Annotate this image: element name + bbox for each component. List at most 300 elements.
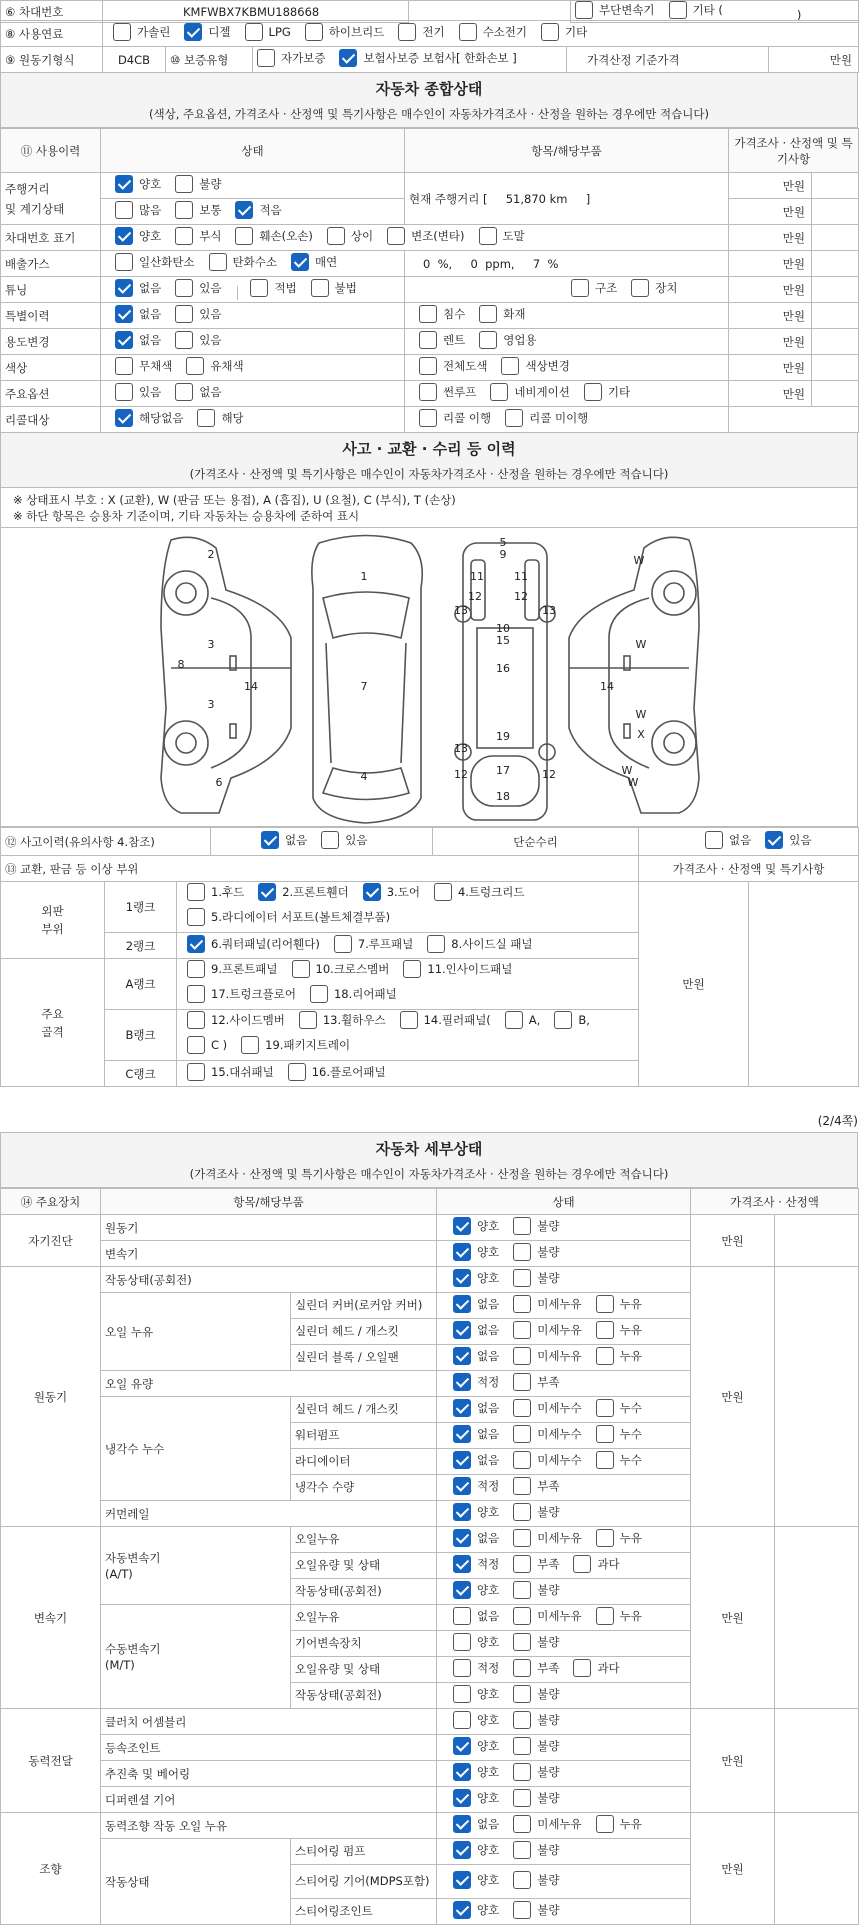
checkbox[interactable]: [505, 1011, 523, 1029]
checkbox[interactable]: [453, 1711, 471, 1729]
option[interactable]: [453, 1815, 499, 1833]
option[interactable]: [596, 1607, 642, 1625]
option[interactable]: [187, 882, 244, 902]
option[interactable]: [513, 1871, 559, 1889]
option[interactable]: [115, 409, 183, 427]
checkbox[interactable]: [115, 279, 133, 297]
option[interactable]: [453, 1529, 499, 1547]
option[interactable]: [554, 1010, 590, 1030]
checkbox[interactable]: [596, 1347, 614, 1365]
option[interactable]: [419, 331, 465, 349]
option[interactable]: [490, 383, 570, 401]
checkbox[interactable]: [554, 1011, 572, 1029]
checkbox[interactable]: [113, 23, 131, 41]
checkbox[interactable]: [187, 1063, 205, 1081]
option[interactable]: [453, 1581, 499, 1599]
checkbox[interactable]: [573, 1555, 591, 1573]
checkbox[interactable]: [311, 279, 329, 297]
option[interactable]: [453, 1789, 499, 1807]
checkbox[interactable]: [292, 960, 310, 978]
option[interactable]: [596, 1321, 642, 1339]
checkbox[interactable]: [479, 227, 497, 245]
option[interactable]: [175, 383, 221, 401]
checkbox[interactable]: [513, 1295, 531, 1313]
option[interactable]: [115, 305, 161, 323]
checkbox[interactable]: [403, 960, 421, 978]
checkbox[interactable]: [541, 23, 559, 41]
checkbox[interactable]: [115, 227, 133, 245]
option[interactable]: [387, 227, 464, 245]
checkbox[interactable]: [596, 1425, 614, 1443]
option[interactable]: [261, 831, 307, 849]
option[interactable]: [513, 1607, 581, 1625]
option[interactable]: [596, 1815, 642, 1833]
option-label: 불량: [537, 1245, 560, 1259]
checkbox[interactable]: [513, 1901, 531, 1919]
checkbox[interactable]: [453, 1477, 471, 1495]
option[interactable]: [453, 1477, 499, 1495]
option[interactable]: [175, 305, 221, 323]
option[interactable]: [334, 935, 413, 953]
checkbox[interactable]: [513, 1217, 531, 1235]
checkbox[interactable]: [115, 331, 133, 349]
checkbox[interactable]: [434, 883, 452, 901]
option[interactable]: [434, 882, 525, 902]
option[interactable]: [115, 175, 161, 193]
checkbox[interactable]: [513, 1243, 531, 1261]
checkbox[interactable]: [288, 1063, 306, 1081]
option[interactable]: [596, 1425, 642, 1443]
option[interactable]: [513, 1763, 559, 1781]
checkbox[interactable]: [505, 409, 523, 427]
checkbox[interactable]: [363, 883, 381, 901]
checkbox[interactable]: [453, 1581, 471, 1599]
checkbox[interactable]: [453, 1347, 471, 1365]
option[interactable]: [513, 1399, 581, 1417]
option[interactable]: [403, 959, 512, 979]
option[interactable]: [453, 1269, 499, 1287]
option[interactable]: [187, 984, 296, 1004]
checkbox[interactable]: [245, 23, 263, 41]
option[interactable]: [513, 1503, 559, 1521]
option[interactable]: [596, 1347, 642, 1365]
option[interactable]: [453, 1871, 499, 1889]
checkbox[interactable]: [115, 383, 133, 401]
checkbox[interactable]: [115, 201, 133, 219]
option[interactable]: [501, 357, 569, 375]
checkbox[interactable]: [115, 175, 133, 193]
option[interactable]: [596, 1451, 642, 1469]
checkbox[interactable]: [513, 1425, 531, 1443]
checkbox[interactable]: [453, 1295, 471, 1313]
checkbox[interactable]: [187, 960, 205, 978]
option[interactable]: [187, 907, 390, 927]
diagram-label: 12: [468, 590, 482, 603]
option[interactable]: [513, 1685, 559, 1703]
option[interactable]: [115, 331, 161, 349]
checkbox[interactable]: [453, 1425, 471, 1443]
checkbox[interactable]: [187, 883, 205, 901]
option[interactable]: [573, 1659, 619, 1677]
option[interactable]: [305, 23, 385, 41]
checkbox[interactable]: [513, 1451, 531, 1469]
checkbox[interactable]: [513, 1503, 531, 1521]
checkbox[interactable]: [596, 1815, 614, 1833]
checkbox[interactable]: [453, 1815, 471, 1833]
option[interactable]: [513, 1243, 559, 1261]
option[interactable]: [505, 409, 588, 427]
option[interactable]: [571, 279, 617, 297]
checkbox[interactable]: [584, 383, 602, 401]
checkbox[interactable]: [596, 1529, 614, 1547]
option[interactable]: [513, 1347, 581, 1365]
checkbox[interactable]: [334, 935, 352, 953]
option[interactable]: [419, 305, 465, 323]
checkbox[interactable]: [479, 331, 497, 349]
option[interactable]: [245, 23, 291, 41]
option[interactable]: [513, 1321, 581, 1339]
checkbox[interactable]: [513, 1373, 531, 1391]
option[interactable]: [250, 279, 296, 297]
option[interactable]: [596, 1529, 642, 1547]
checkbox[interactable]: [419, 331, 437, 349]
checkbox[interactable]: [453, 1217, 471, 1235]
checkbox[interactable]: [175, 305, 193, 323]
option[interactable]: [187, 959, 278, 979]
option[interactable]: [113, 23, 170, 41]
checkbox[interactable]: [631, 279, 649, 297]
checkbox[interactable]: [575, 1, 593, 19]
checkbox[interactable]: [327, 227, 345, 245]
checkbox[interactable]: [187, 935, 205, 953]
checkbox[interactable]: [115, 253, 133, 271]
checkbox[interactable]: [513, 1581, 531, 1599]
option[interactable]: [453, 1763, 499, 1781]
option-label: 전체도색: [443, 359, 488, 373]
option[interactable]: [453, 1451, 499, 1469]
option[interactable]: [513, 1737, 559, 1755]
diagram-label: 19: [496, 730, 510, 743]
checkbox[interactable]: [453, 1633, 471, 1651]
engine-label: ⑨ 원동기형식: [1, 47, 103, 73]
checkbox[interactable]: [321, 831, 339, 849]
checkbox[interactable]: [400, 1011, 418, 1029]
checkbox[interactable]: [513, 1555, 531, 1573]
detail-item: 오일 누유: [101, 1293, 291, 1371]
option[interactable]: [453, 1711, 499, 1729]
option[interactable]: [400, 1010, 491, 1030]
option[interactable]: [705, 831, 751, 849]
checkbox[interactable]: [175, 383, 193, 401]
checkbox[interactable]: [513, 1477, 531, 1495]
checkbox[interactable]: [453, 1789, 471, 1807]
option-label: 과다: [597, 1557, 620, 1571]
option-label: 누수: [619, 1427, 642, 1441]
option[interactable]: [197, 409, 243, 427]
option-label: 17.트렁크플로어: [211, 987, 296, 1001]
option[interactable]: [235, 227, 312, 245]
checkbox[interactable]: [187, 985, 205, 1003]
option-label: 양호: [477, 1505, 500, 1519]
price-cell[interactable]: [775, 1267, 859, 1527]
option[interactable]: [453, 1901, 499, 1919]
checkbox[interactable]: [490, 383, 508, 401]
option[interactable]: [513, 1815, 581, 1833]
option[interactable]: [479, 331, 536, 349]
option[interactable]: [453, 1295, 499, 1313]
checkbox[interactable]: [453, 1901, 471, 1919]
checkbox[interactable]: [258, 883, 276, 901]
option[interactable]: [453, 1607, 499, 1625]
option[interactable]: [765, 831, 811, 849]
checkbox[interactable]: [453, 1529, 471, 1547]
option[interactable]: [115, 227, 161, 245]
price-cell[interactable]: [775, 1215, 859, 1267]
checkbox[interactable]: [453, 1871, 471, 1889]
option[interactable]: [513, 1373, 559, 1391]
checkbox[interactable]: [305, 23, 323, 41]
checkbox[interactable]: [419, 409, 437, 427]
option[interactable]: [175, 201, 221, 219]
checkbox[interactable]: [453, 1399, 471, 1417]
checkbox[interactable]: [596, 1607, 614, 1625]
option[interactable]: [513, 1581, 559, 1599]
checkbox[interactable]: [257, 49, 275, 67]
option[interactable]: [187, 935, 320, 953]
checkbox[interactable]: [291, 253, 309, 271]
checkbox[interactable]: [669, 1, 687, 19]
checkbox[interactable]: [513, 1529, 531, 1547]
option[interactable]: [453, 1217, 499, 1235]
option[interactable]: [175, 175, 221, 193]
option[interactable]: [513, 1477, 559, 1495]
option[interactable]: [453, 1841, 499, 1859]
option[interactable]: [513, 1451, 581, 1469]
checkbox[interactable]: [175, 331, 193, 349]
checkbox[interactable]: [453, 1607, 471, 1625]
option[interactable]: [596, 1399, 642, 1417]
option[interactable]: [513, 1711, 559, 1729]
checkbox[interactable]: [187, 908, 205, 926]
checkbox[interactable]: [453, 1659, 471, 1677]
checkbox[interactable]: [261, 831, 279, 849]
checkbox[interactable]: [453, 1243, 471, 1261]
checkbox[interactable]: [571, 279, 589, 297]
option[interactable]: [513, 1841, 559, 1859]
option[interactable]: [453, 1373, 499, 1391]
option[interactable]: [453, 1243, 499, 1261]
option[interactable]: [292, 959, 390, 979]
option[interactable]: [513, 1217, 559, 1235]
checkbox[interactable]: [453, 1373, 471, 1391]
option[interactable]: [398, 23, 444, 41]
option[interactable]: [175, 279, 221, 297]
checkbox[interactable]: [453, 1503, 471, 1521]
checkbox[interactable]: [209, 253, 227, 271]
option[interactable]: [235, 201, 281, 219]
option[interactable]: [175, 331, 221, 349]
detail-item: 동력조향 작동 오일 누유: [101, 1813, 437, 1839]
checkbox[interactable]: [479, 305, 497, 323]
checkbox[interactable]: [339, 49, 357, 67]
checkbox[interactable]: [513, 1685, 531, 1703]
option[interactable]: [115, 357, 172, 375]
option[interactable]: [513, 1659, 559, 1677]
checkbox[interactable]: [513, 1399, 531, 1417]
checkbox[interactable]: [453, 1451, 471, 1469]
checkbox[interactable]: [453, 1737, 471, 1755]
checkbox[interactable]: [115, 409, 133, 427]
checkbox[interactable]: [197, 409, 215, 427]
price-cell[interactable]: [775, 1813, 859, 1925]
option[interactable]: [541, 23, 587, 41]
checkbox[interactable]: [175, 175, 193, 193]
option[interactable]: [479, 227, 525, 245]
checkbox[interactable]: [235, 227, 253, 245]
checkbox[interactable]: [241, 1036, 259, 1054]
checkbox[interactable]: [596, 1321, 614, 1339]
option[interactable]: [321, 831, 367, 849]
option-label: 9.프론트패널: [211, 962, 278, 976]
option[interactable]: [479, 305, 525, 323]
checkbox[interactable]: [596, 1295, 614, 1313]
checkbox[interactable]: [513, 1321, 531, 1339]
option[interactable]: [453, 1399, 499, 1417]
checkbox[interactable]: [453, 1555, 471, 1573]
checkbox[interactable]: [299, 1011, 317, 1029]
option[interactable]: [513, 1425, 581, 1443]
option-label: 16.플로어패널: [311, 1065, 386, 1079]
option[interactable]: [631, 279, 677, 297]
checkbox[interactable]: [453, 1321, 471, 1339]
checkbox[interactable]: [250, 279, 268, 297]
option[interactable]: [175, 227, 221, 245]
checkbox[interactable]: [513, 1841, 531, 1859]
price-cell[interactable]: [775, 1527, 859, 1709]
option[interactable]: [419, 409, 491, 427]
checkbox[interactable]: [513, 1633, 531, 1651]
checkbox[interactable]: [187, 1036, 205, 1054]
option[interactable]: [459, 23, 527, 41]
checkbox[interactable]: [398, 23, 416, 41]
checkbox[interactable]: [187, 1011, 205, 1029]
checkbox[interactable]: [513, 1815, 531, 1833]
checkbox[interactable]: [186, 357, 204, 375]
option[interactable]: [513, 1295, 581, 1313]
checkbox[interactable]: [175, 201, 193, 219]
checkbox[interactable]: [765, 831, 783, 849]
checkbox[interactable]: [459, 23, 477, 41]
checkbox[interactable]: [513, 1607, 531, 1625]
option[interactable]: [513, 1269, 559, 1287]
option[interactable]: [288, 1063, 386, 1081]
option[interactable]: [453, 1503, 499, 1521]
option[interactable]: [327, 227, 373, 245]
option[interactable]: [311, 279, 357, 297]
checkbox[interactable]: [596, 1451, 614, 1469]
option[interactable]: [505, 1010, 541, 1030]
option[interactable]: [310, 984, 397, 1004]
option[interactable]: [186, 357, 243, 375]
checkbox[interactable]: [513, 1871, 531, 1889]
option[interactable]: [363, 882, 420, 902]
option[interactable]: [291, 253, 337, 271]
option[interactable]: [115, 383, 161, 401]
checkbox[interactable]: [573, 1659, 591, 1677]
option[interactable]: [584, 383, 630, 401]
checkbox[interactable]: [419, 383, 437, 401]
option[interactable]: [115, 253, 195, 271]
checkbox[interactable]: [513, 1659, 531, 1677]
checkbox[interactable]: [419, 357, 437, 375]
option-label: 부식: [199, 229, 222, 243]
option[interactable]: [258, 882, 349, 902]
option-label: 3.도어: [386, 885, 420, 899]
checkbox[interactable]: [184, 23, 202, 41]
option[interactable]: [513, 1789, 559, 1807]
option[interactable]: [453, 1555, 499, 1573]
option[interactable]: [209, 253, 277, 271]
checkbox[interactable]: [513, 1737, 531, 1755]
checkbox[interactable]: [427, 935, 445, 953]
option[interactable]: [187, 1063, 274, 1081]
option[interactable]: [419, 383, 476, 401]
checkbox[interactable]: [513, 1789, 531, 1807]
option[interactable]: [573, 1555, 619, 1573]
checkbox[interactable]: [501, 357, 519, 375]
checkbox[interactable]: [387, 227, 405, 245]
option[interactable]: [453, 1633, 499, 1651]
option[interactable]: [513, 1555, 559, 1573]
option[interactable]: [299, 1010, 386, 1030]
option[interactable]: [453, 1737, 499, 1755]
checkbox[interactable]: [513, 1763, 531, 1781]
checkbox[interactable]: [513, 1347, 531, 1365]
option[interactable]: [184, 23, 230, 41]
checkbox[interactable]: [596, 1399, 614, 1417]
option[interactable]: [513, 1633, 559, 1651]
price-cell[interactable]: [775, 1709, 859, 1813]
option[interactable]: [115, 201, 161, 219]
option[interactable]: [453, 1659, 499, 1677]
option[interactable]: [453, 1425, 499, 1443]
option[interactable]: [115, 279, 161, 297]
option[interactable]: [453, 1321, 499, 1339]
option[interactable]: [453, 1347, 499, 1365]
option[interactable]: [427, 935, 532, 953]
checkbox[interactable]: [419, 305, 437, 323]
checkbox[interactable]: [705, 831, 723, 849]
checkbox[interactable]: [453, 1269, 471, 1287]
option[interactable]: [513, 1901, 559, 1919]
checkbox[interactable]: [453, 1841, 471, 1859]
checkbox[interactable]: [115, 357, 133, 375]
checkbox[interactable]: [453, 1685, 471, 1703]
option[interactable]: [513, 1529, 581, 1547]
option[interactable]: [596, 1295, 642, 1313]
option[interactable]: [187, 1010, 285, 1030]
checkbox[interactable]: [453, 1763, 471, 1781]
checkbox[interactable]: [513, 1711, 531, 1729]
checkbox[interactable]: [235, 201, 253, 219]
checkbox[interactable]: [513, 1269, 531, 1287]
checkbox[interactable]: [175, 227, 193, 245]
checkbox[interactable]: [175, 279, 193, 297]
checkbox[interactable]: [310, 985, 328, 1003]
option[interactable]: [453, 1685, 499, 1703]
option[interactable]: [419, 357, 487, 375]
checkbox[interactable]: [115, 305, 133, 323]
